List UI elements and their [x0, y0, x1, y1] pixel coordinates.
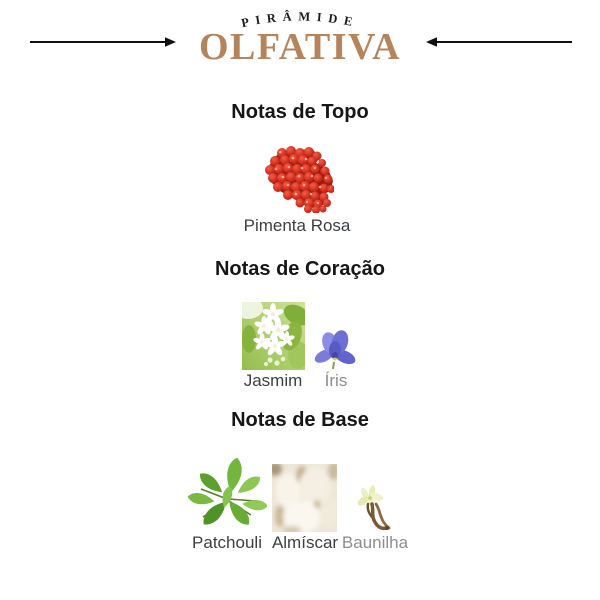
page-title: OLFATIVA — [198, 26, 402, 68]
pyramid-subtitle: PIRÂMIDE — [239, 9, 361, 31]
iris-image — [313, 328, 357, 369]
note-label-pimenta-rosa: Pimenta Rosa — [243, 216, 351, 235]
section-heading-topo: Notas de Topo — [231, 101, 369, 123]
note-label-baunilha: Baunilha — [341, 533, 409, 552]
vanilla-image — [352, 484, 397, 533]
pink-pepper-image — [258, 145, 334, 213]
section-heading-base: Notas de Base — [231, 409, 369, 431]
note-label-jasmim: Jasmim — [243, 371, 303, 390]
note-label-patchouli: Patchouli — [192, 533, 262, 552]
jasmine-image — [242, 302, 305, 370]
note-label-iris: Íris — [324, 371, 348, 390]
left-arrow-icon — [30, 36, 176, 48]
note-label-almiscar: Almíscar — [271, 533, 339, 552]
section-heading-coracao: Notas de Coração — [214, 258, 386, 280]
right-arrow-icon — [425, 36, 572, 48]
patchouli-image — [187, 455, 267, 533]
musk-image — [272, 464, 337, 532]
